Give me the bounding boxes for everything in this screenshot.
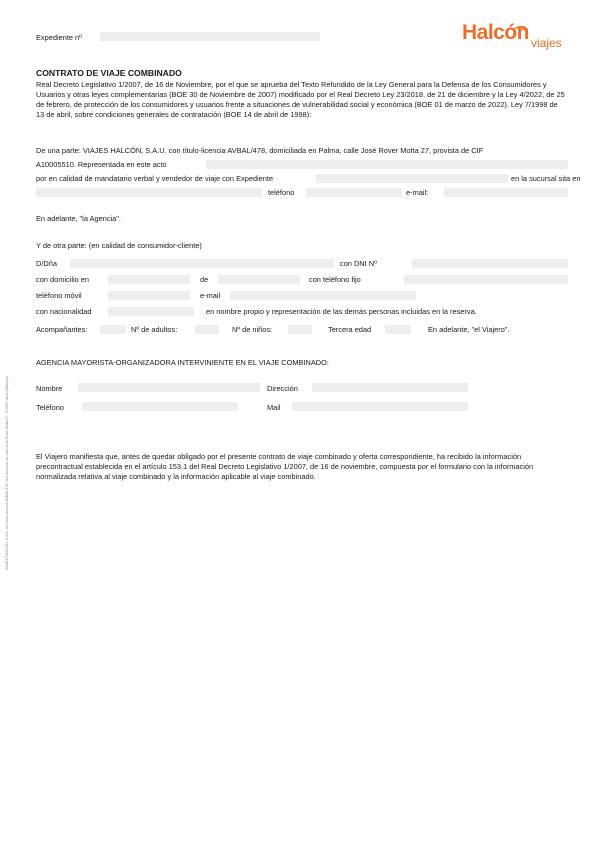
de-field[interactable] xyxy=(218,275,300,284)
organizer-heading: AGENCIA MAYORISTA-ORGANIZADORA INTERVINIENTE EN EL VIAJE COMBINADO: xyxy=(36,358,329,367)
telefono-movil-field[interactable] xyxy=(108,291,190,300)
dni-field[interactable] xyxy=(412,259,568,268)
dni-label: con DNI Nº xyxy=(340,259,377,268)
adultos-label: Nº de adultos: xyxy=(131,325,178,334)
agency-email-field[interactable] xyxy=(444,188,568,197)
organizer-nombre-label: Nombre xyxy=(36,384,63,393)
de-label: de xyxy=(200,275,209,284)
viajero-note: En adelante, "el Viajero". xyxy=(428,325,510,334)
client-email-label: e-mail xyxy=(200,291,221,300)
agency-expediente-field[interactable] xyxy=(316,174,508,183)
agency-line-2: A10005510. Representada en este acto xyxy=(36,160,167,169)
organizer-telefono-field[interactable] xyxy=(82,402,238,411)
contract-title: CONTRATO DE VIAJE COMBINADO xyxy=(36,68,182,78)
acompanantes-field[interactable] xyxy=(100,325,126,334)
client-email-field[interactable] xyxy=(230,291,416,300)
agency-line-3: por en calidad de mandatario verbal y vendedor de viaje con Expediente xyxy=(36,174,274,183)
nacionalidad-label: con nacionalidad xyxy=(36,307,92,316)
organizer-nombre-field[interactable] xyxy=(78,383,260,392)
organizer-direccion-field[interactable] xyxy=(312,383,468,392)
dona-label: D/Dña xyxy=(36,259,57,268)
dona-field[interactable] xyxy=(70,259,334,268)
tercera-edad-label: Tercera edad xyxy=(328,325,372,334)
tercera-edad-field[interactable] xyxy=(385,325,411,334)
telefono-fijo-field[interactable] xyxy=(404,275,568,284)
client-intro: Y de otra parte: (en calidad de consumidor-cliente) xyxy=(36,241,202,250)
organizer-mail-label: Mail xyxy=(267,403,281,412)
adultos-field[interactable] xyxy=(195,325,219,334)
domicilio-label: con domicilio en xyxy=(36,275,89,284)
agency-email-label: e-mail: xyxy=(406,188,429,197)
legal-text: Real Decreto Legislativo 1/2007, de 16 de Noviembre, por el que se aprueba del Texto Refundido de la Ley General para la Defensa de los Consumidores y Usuarios y otras leyes complementarias (BOE 30 de Noviembre de 2007) modificado por el Real Decreto Ley 23/2018, de 21 de diciembre y la Ley 4/2022, de 25 de febrero, de protección de los consumidores y usuarios frente a situaciones de vulnerabilidad social y económica (BOE 01 de marzo de 2022). Ley 7/1998 de 13 de abril, sobre condiciones generales de contratación (BOE 14 de abril de 1998): xyxy=(36,80,565,119)
sucursal-field[interactable] xyxy=(36,188,262,197)
ninos-label: Nº de niños: xyxy=(232,325,273,334)
telefono-movil-label: teléfono móvil xyxy=(36,291,82,300)
representacion-text: en nombre propio y representación de las demás personas incluidas en la reserva. xyxy=(206,307,477,316)
agency-line-1: De una parte: VIAJES HALCÓN, S.A.U. con título-licencia AVBAL/478, domiciliada en Palma, calle José Rover Motta 27, provista de CIF xyxy=(36,146,484,155)
organizer-mail-field[interactable] xyxy=(292,402,468,411)
organizer-telefono-label: Teléfono xyxy=(36,403,64,412)
acompanantes-label: Acompañantes: xyxy=(36,325,88,334)
expediente-field[interactable] xyxy=(100,32,320,41)
organizer-direccion-label: Dirección xyxy=(267,384,298,393)
expediente-label: Expediente nº xyxy=(36,33,82,42)
sucursal-label: en la sucursal sita en xyxy=(511,174,581,183)
logo-main-text: Halcón xyxy=(462,21,530,44)
ninos-field[interactable] xyxy=(288,325,312,334)
agency-telefono-label: teléfono xyxy=(268,188,295,197)
halcon-logo xyxy=(462,21,572,58)
domicilio-field[interactable] xyxy=(108,275,190,284)
nacionalidad-field[interactable] xyxy=(108,307,194,316)
telefono-fijo-label: con teléfono fijo xyxy=(309,275,361,284)
sidebar-legal-note: VIAJES HALCÓN, S.A.U. con título-licencia AVBAL/478, con domicilio en calle José Rover Motta 27, 07006 Palma (Mallorca) xyxy=(5,376,9,570)
agencia-note: En adelante, "la Agencia". xyxy=(36,214,121,223)
declaration-text: El Viajero manifiesta que, antes de quedar obligado por el presente contrato de viaje combinado y oferta correspondiente, ha recibido la información precontractual establecida en el artículo 153.1 del Real Decreto Legislativo 1/2007, de 16 de noviembre, compuesta por el formulario con la información normalizada relativa al viaje combinado y la información aplicable al viaje combinado. xyxy=(36,452,534,481)
agency-telefono-field[interactable] xyxy=(306,188,402,197)
logo-sub-text: viajes xyxy=(531,36,562,50)
representante-field[interactable] xyxy=(206,160,568,169)
